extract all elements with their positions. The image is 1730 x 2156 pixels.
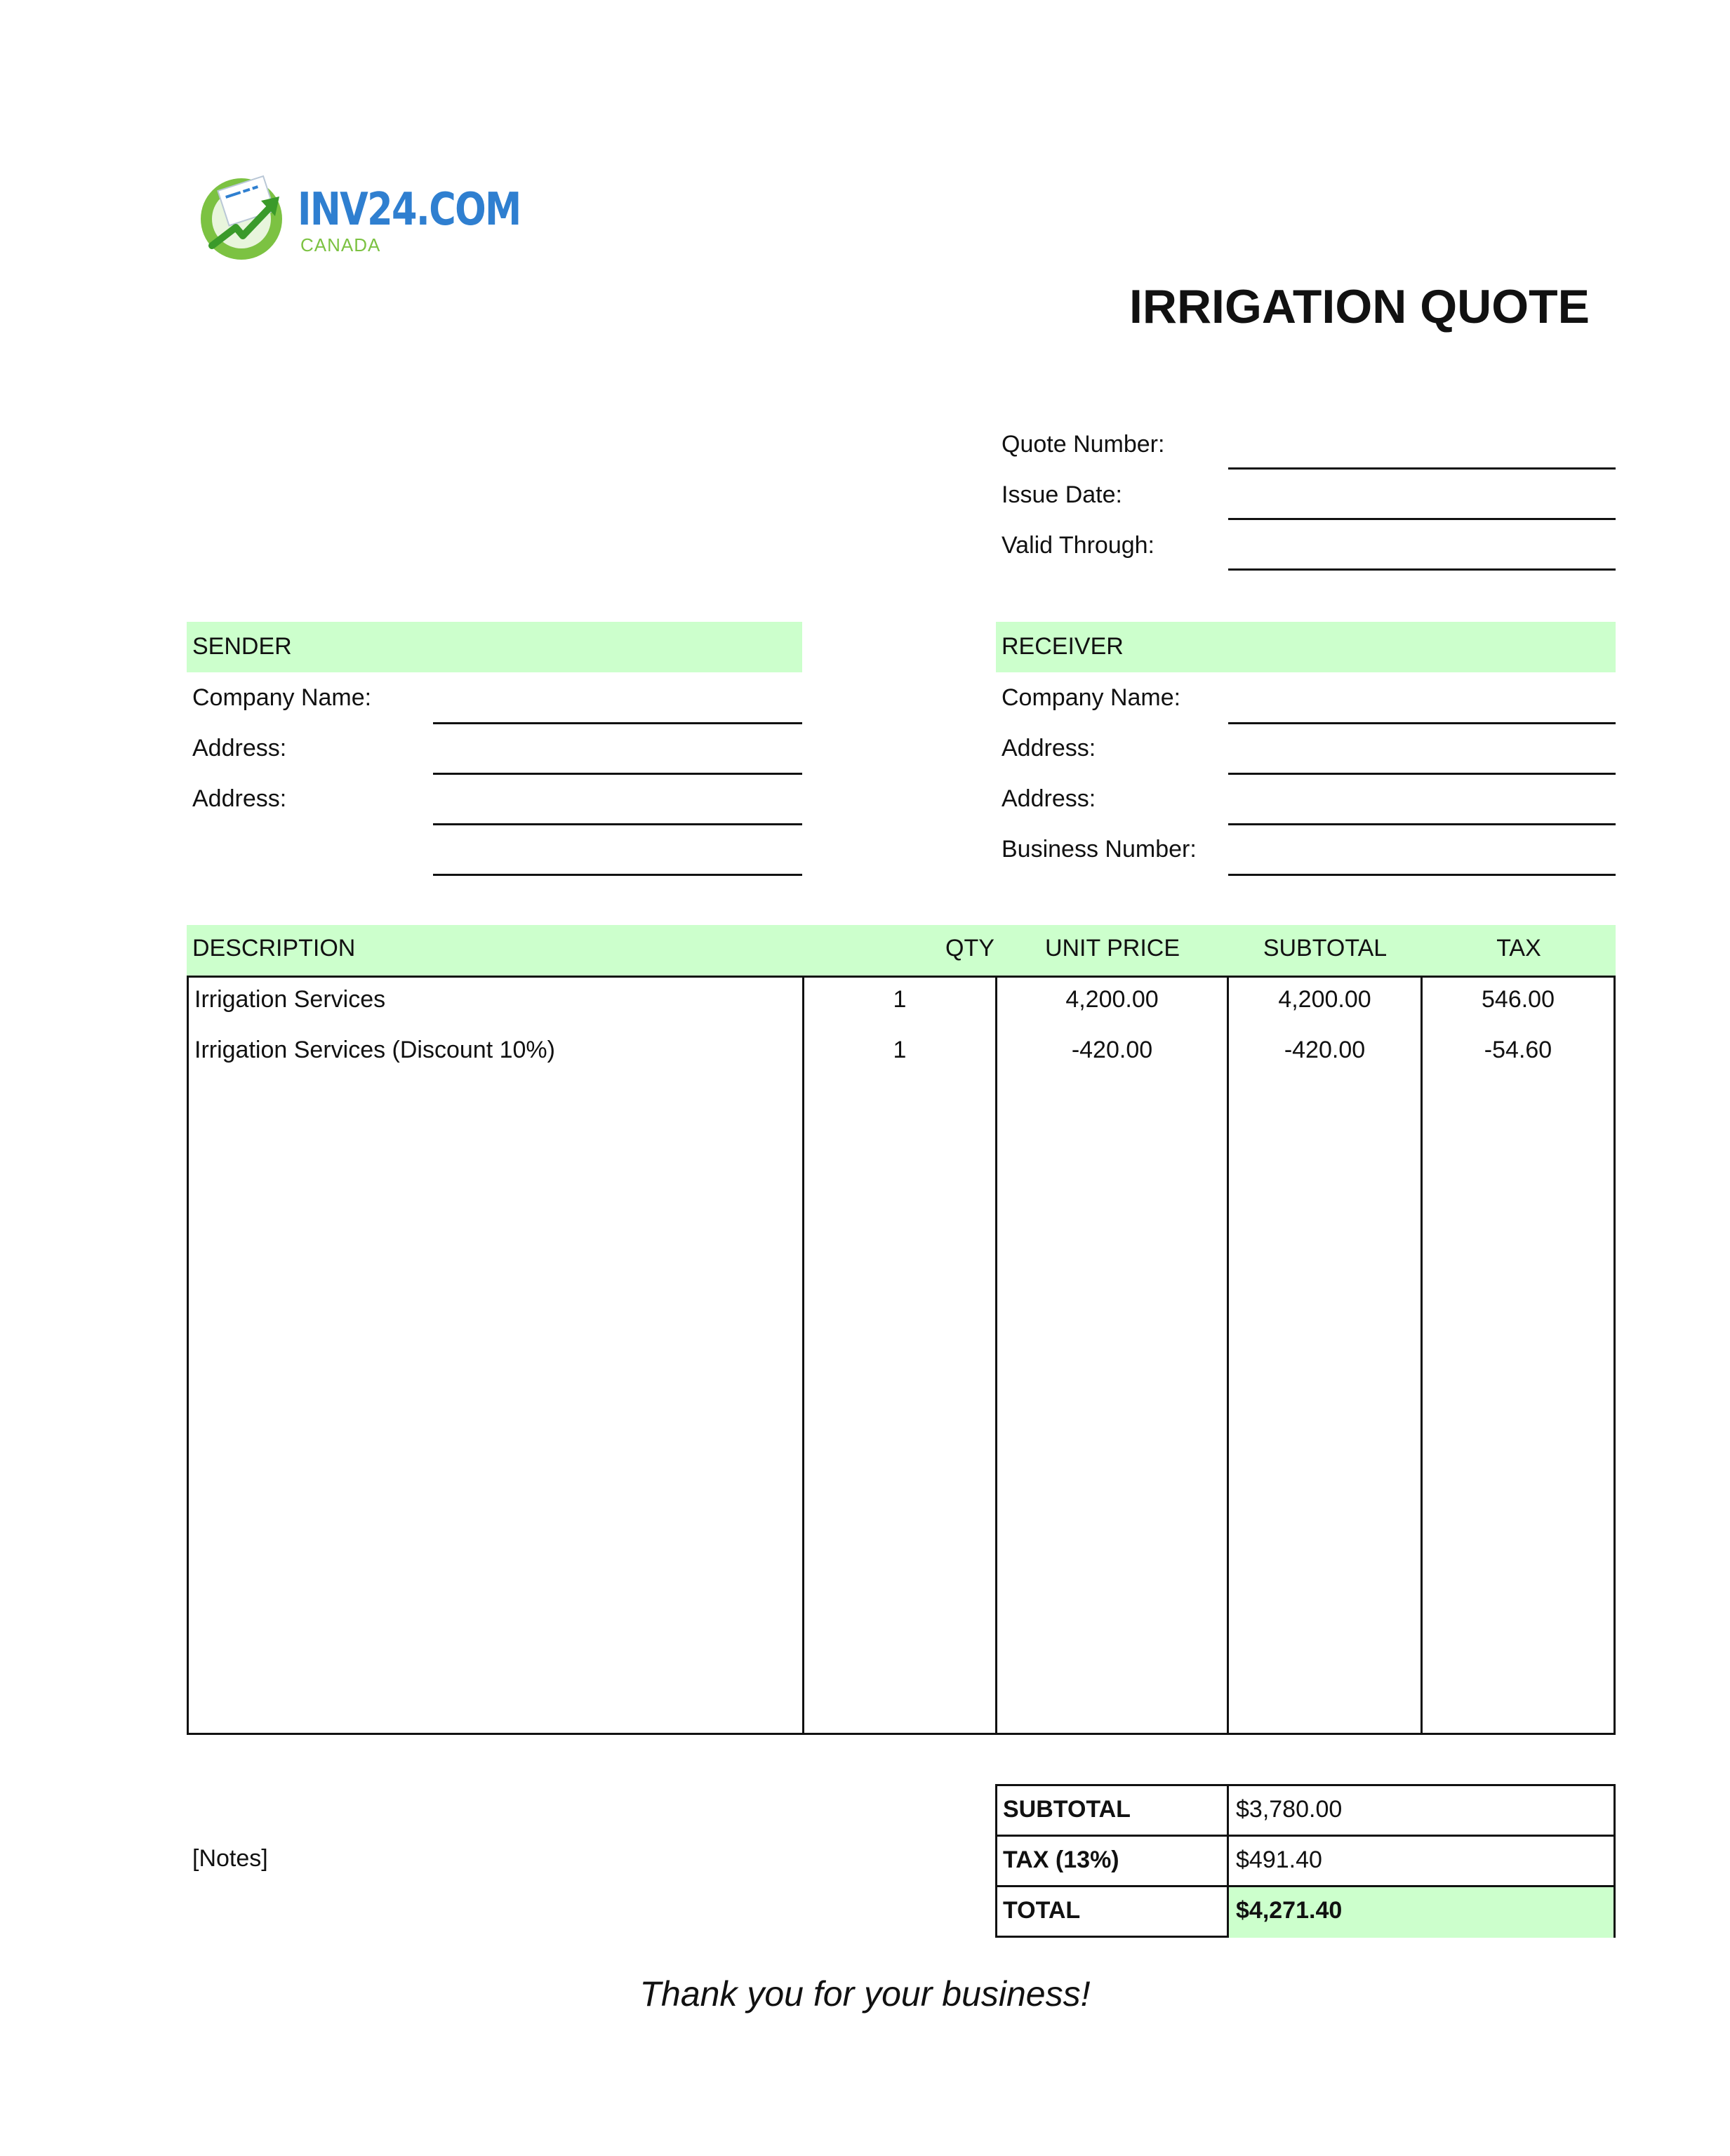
receiver-business-number-field[interactable] (1228, 874, 1616, 876)
row-subtotal: 4,200.00 (1278, 986, 1371, 1013)
logo-name: INV24.COM (298, 184, 521, 236)
company-logo (198, 168, 521, 267)
tax-row (997, 1837, 1613, 1886)
issue-date-label: Issue Date: (1002, 481, 1122, 508)
receiver-company-label: Company Name: (1002, 684, 1181, 711)
row-description: Irrigation Services (Discount 10%) (194, 1037, 555, 1063)
items-table-header (187, 925, 1616, 978)
items-table-body (187, 976, 1616, 1735)
row-unit-price: 4,200.00 (1065, 986, 1159, 1013)
subtotal-value: $3,780.00 (1236, 1796, 1343, 1823)
total-label: TOTAL (1003, 1897, 1081, 1924)
column-divider (802, 976, 804, 1733)
sender-address1-field[interactable] (433, 773, 802, 775)
column-divider (1420, 976, 1423, 1733)
valid-through-label: Valid Through: (1002, 532, 1155, 559)
receiver-header (996, 622, 1616, 672)
quote-number-label: Quote Number: (1002, 431, 1165, 458)
receiver-company-field[interactable] (1228, 722, 1616, 724)
valid-through-field[interactable] (1228, 568, 1616, 571)
receiver-address2-field[interactable] (1228, 823, 1616, 825)
subtotal-row (997, 1786, 1613, 1835)
thank-you-message: Thank you for your business! (639, 1974, 1091, 2014)
row-tax: -54.60 (1484, 1037, 1552, 1063)
sender-header-label: SENDER (192, 633, 292, 660)
logo-subtitle: CANADA (300, 234, 381, 255)
sender-extra-field[interactable] (433, 874, 802, 876)
issue-date-field[interactable] (1228, 518, 1616, 520)
sender-address2-label: Address: (192, 785, 287, 812)
row-subtotal: -420.00 (1284, 1037, 1366, 1063)
column-header-tax: TAX (1496, 935, 1541, 961)
totals-column-divider (1227, 1786, 1229, 1936)
quote-number-field[interactable] (1228, 467, 1616, 470)
receiver-address1-label: Address: (1002, 735, 1096, 761)
total-value: $4,271.40 (1236, 1897, 1343, 1924)
document-title: IRRIGATION QUOTE (1129, 280, 1590, 333)
sender-company-label: Company Name: (192, 684, 372, 711)
tax-value: $491.40 (1236, 1846, 1322, 1873)
column-divider (995, 976, 997, 1733)
notes-text[interactable]: [Notes] (192, 1845, 268, 1872)
total-row (997, 1887, 1613, 1938)
receiver-address1-field[interactable] (1228, 773, 1616, 775)
column-header-unit-price: UNIT PRICE (1044, 935, 1180, 961)
column-header-qty: QTY (945, 935, 994, 961)
sender-address2-field[interactable] (433, 823, 802, 825)
receiver-address2-label: Address: (1002, 785, 1096, 812)
row-tax: 546.00 (1482, 986, 1555, 1013)
invoice-growth-arrow-icon (198, 173, 289, 264)
receiver-business-number-label: Business Number: (1002, 836, 1197, 863)
row-unit-price: -420.00 (1071, 1037, 1153, 1063)
sender-company-field[interactable] (433, 722, 802, 724)
row-description: Irrigation Services (194, 986, 386, 1013)
sender-address1-label: Address: (192, 735, 287, 761)
row-qty: 1 (893, 1037, 907, 1063)
totals-box (995, 1784, 1616, 1938)
row-qty: 1 (893, 986, 907, 1013)
receiver-header-label: RECEIVER (1002, 633, 1124, 660)
subtotal-label: SUBTOTAL (1003, 1796, 1131, 1823)
sender-header (187, 622, 802, 672)
column-header-description: DESCRIPTION (192, 935, 356, 961)
column-divider (1227, 976, 1229, 1733)
column-header-subtotal: SUBTOTAL (1263, 935, 1388, 961)
tax-label: TAX (13%) (1003, 1846, 1119, 1873)
